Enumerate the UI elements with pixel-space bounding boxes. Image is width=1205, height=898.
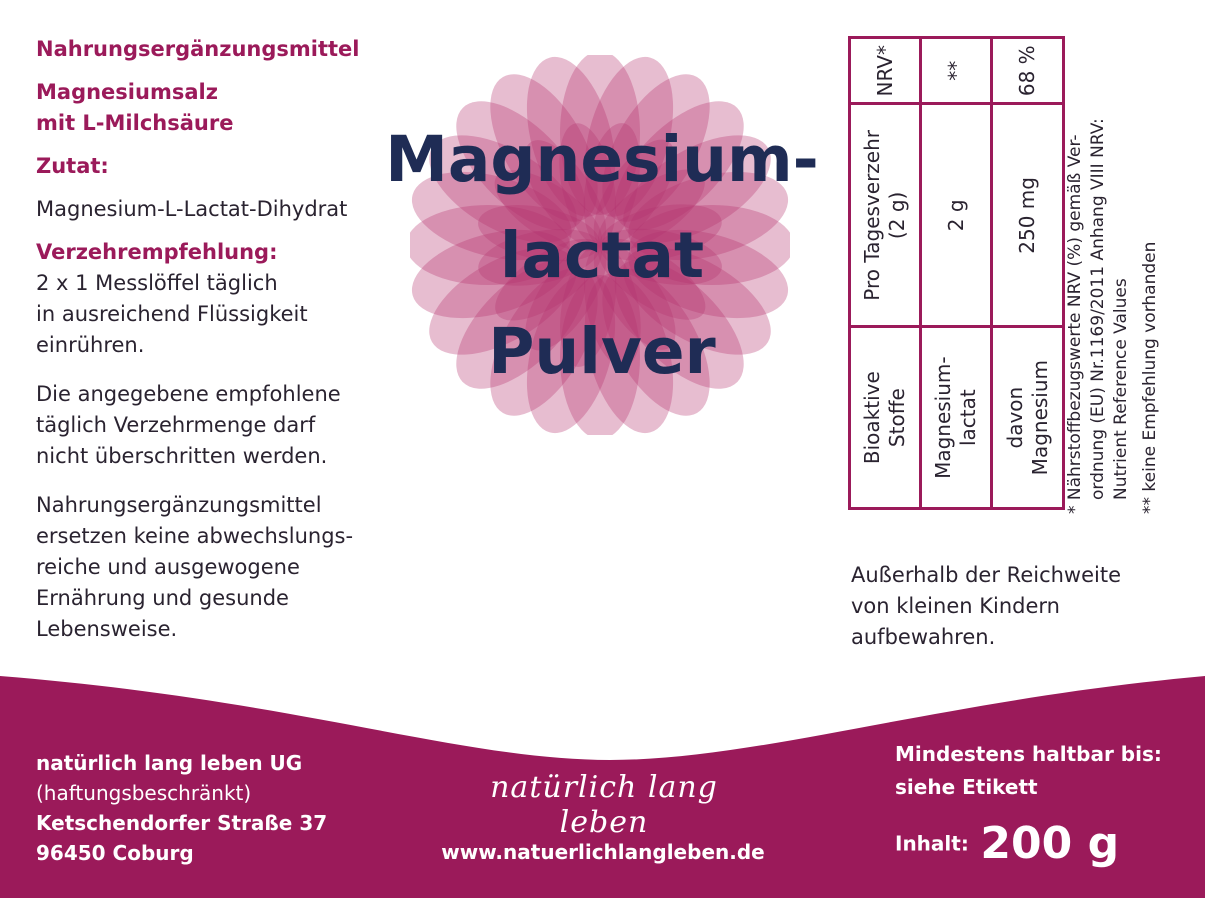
best-before-label: Mindestens haltbar bis:: [895, 742, 1162, 766]
content-value: 200 g: [980, 818, 1120, 869]
title-line-1: Magnesium-: [385, 123, 819, 196]
title-line-3: Pulver: [488, 315, 716, 388]
website-link[interactable]: www.natuerlichlangleben.de: [441, 840, 765, 864]
company-address: [36, 748, 327, 868]
company-note: (haftungsbeschränkt): [36, 781, 252, 805]
ingredient-heading: Zutat:: [36, 154, 109, 178]
best-before-block: [895, 738, 1162, 804]
brand-script-wordmark: natürlich lang leben: [490, 770, 718, 840]
row-magnesium-amount: 250 mg: [992, 104, 1064, 327]
header-bioactive: Bioaktive Stoffe: [850, 327, 921, 509]
row-magnesium-lactat-amount: 2 g: [921, 104, 992, 327]
city-address: 96450 Coburg: [36, 841, 194, 865]
ingredient-text: Magnesium-L-Lactat-Dihydrat: [36, 197, 348, 221]
nrv-footnotes: * Nährstoffbezugswerte NRV (%) gemäß Ver- ordnung (EU) Nr.1169/2011 Anhang VIII NRV: Nutrient Reference Values ** keine Empfehlung vorhanden: [1065, 118, 1160, 514]
supplement-note: Nahrungsergänzungsmittel ersetzen keine abwechslungs- reiche und ausgewogene Ernährung und gesunde Lebensweise.: [36, 493, 354, 641]
dosage-warning: Die angegebene empfohlene täglich Verzehrmenge darf nicht überschritten werden.: [36, 382, 341, 468]
row-magnesium-lactat-nrv: **: [921, 38, 992, 104]
elephant-logo-icon: [528, 665, 668, 765]
row-magnesium-name: davon Magnesium: [992, 327, 1064, 509]
content-quantity: [895, 818, 1119, 869]
title-line-2: lactat: [499, 219, 705, 292]
header-per-day: Pro Tagesverzehr (2 g): [850, 104, 921, 327]
child-safety-notice: Außerhalb der Reichweite von kleinen Kindern aufbewahren.: [851, 563, 1122, 649]
dosage-block: Verzehrempfehlung: 2 x 1 Messlöffel täglich in ausreichend Flüssigkeit einrühren.: [36, 240, 308, 357]
best-before-value: siehe Etikett: [895, 775, 1038, 799]
company-name: natürlich lang leben UG: [36, 751, 303, 775]
salt-description: Magnesiumsalz mit L-Milchsäure: [36, 80, 234, 135]
header-nrv: NRV*: [850, 38, 921, 104]
category-label: Nahrungsergänzungsmittel: [36, 37, 360, 61]
row-magnesium-nrv: 68 %: [992, 38, 1064, 104]
row-magnesium-lactat-name: Magnesium- lactat: [921, 327, 992, 509]
dosage-heading: Verzehrempfehlung:: [36, 240, 278, 264]
content-label: Inhalt:: [895, 831, 969, 856]
street-address: Ketschendorfer Straße 37: [36, 811, 328, 835]
